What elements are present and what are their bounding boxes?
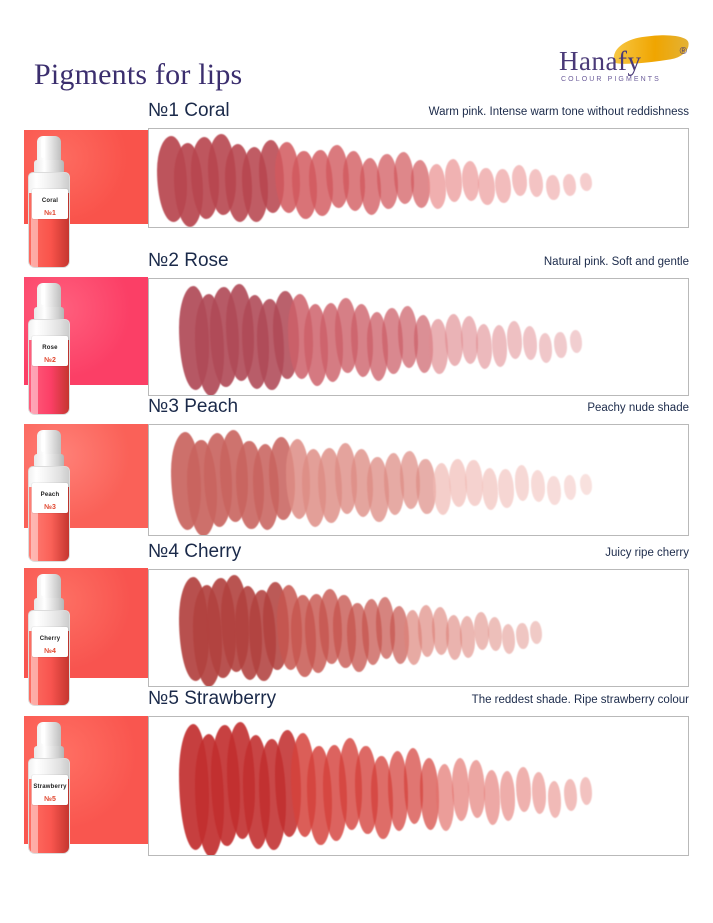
pigment-swatch-box — [148, 128, 689, 228]
pigment-description: Juicy ripe cherry — [605, 547, 689, 559]
pigment-description: Peachy nude shade — [587, 402, 689, 414]
pigment-name: №5 Strawberry — [148, 688, 277, 709]
bottle-cap — [37, 430, 61, 456]
pigment-name: №1 Coral — [148, 100, 230, 121]
pigment-brush-stroke — [149, 129, 688, 227]
bottle-label — [32, 483, 68, 513]
logo-subtitle: COLOUR PIGMENTS — [561, 76, 661, 83]
bottle-body — [28, 610, 70, 706]
pigment-description: The reddest shade. Ripe strawberry colour — [471, 694, 689, 706]
pigment-description: Natural pink. Soft and gentle — [543, 256, 689, 268]
pigment-row-header — [148, 541, 689, 567]
pigment-bottle — [26, 430, 72, 564]
page-header — [0, 28, 713, 90]
logo-name: Hanafy — [559, 46, 642, 76]
bottle-body — [28, 466, 70, 562]
bottle-cap — [37, 722, 61, 748]
pigment-name: №4 Cherry — [148, 541, 242, 562]
pigment-description: Warm pink. Intense warm tone without reddishness — [428, 106, 689, 118]
pigment-bottle — [26, 574, 72, 708]
page-title: Pigments for lips — [34, 58, 243, 91]
pigment-row-header — [148, 100, 689, 126]
pigment-row-header — [148, 688, 689, 714]
pigment-bottle — [26, 136, 72, 270]
bottle-label-number: №2 — [44, 357, 56, 364]
bottle-label-number: №5 — [44, 796, 56, 803]
pigment-swatch-box — [148, 569, 689, 687]
pigment-swatch-box — [148, 716, 689, 856]
bottle-label-name: Strawberry — [33, 784, 67, 790]
bottle-label-number: №4 — [44, 648, 56, 655]
pigment-name: №2 Rose — [148, 250, 229, 271]
pigment-bottle — [26, 722, 72, 856]
pigment-brush-stroke — [149, 279, 688, 395]
pigment-swatch-box — [148, 278, 689, 396]
logo-registered-mark: ® — [679, 46, 687, 57]
pigment-row-header — [148, 250, 689, 276]
bottle-label — [32, 775, 68, 805]
bottle-label-name: Rose — [42, 345, 58, 351]
pigment-name: №3 Peach — [148, 396, 239, 417]
bottle-label-name: Coral — [41, 198, 59, 204]
bottle-label-name: Peach — [40, 492, 60, 498]
bottle-body — [28, 758, 70, 854]
bottle-label-number: №3 — [44, 504, 56, 511]
brand-logo — [557, 34, 687, 90]
bottle-body — [28, 172, 70, 268]
bottle-cap — [37, 136, 61, 162]
bottle-label — [32, 189, 68, 219]
bottle-cap — [37, 574, 61, 600]
bottle-cap — [37, 283, 61, 309]
bottle-label-number: №1 — [44, 210, 56, 217]
pigment-brush-stroke — [149, 717, 688, 855]
bottle-body — [28, 319, 70, 415]
pigment-bottle — [26, 283, 72, 417]
bottle-label — [32, 336, 68, 366]
pigment-brush-stroke — [149, 570, 688, 686]
bottle-label-name: Cherry — [39, 636, 61, 642]
pigment-row-header — [148, 396, 689, 422]
pigment-swatch-box — [148, 424, 689, 536]
bottle-label — [32, 627, 68, 657]
pigment-brush-stroke — [149, 425, 688, 535]
